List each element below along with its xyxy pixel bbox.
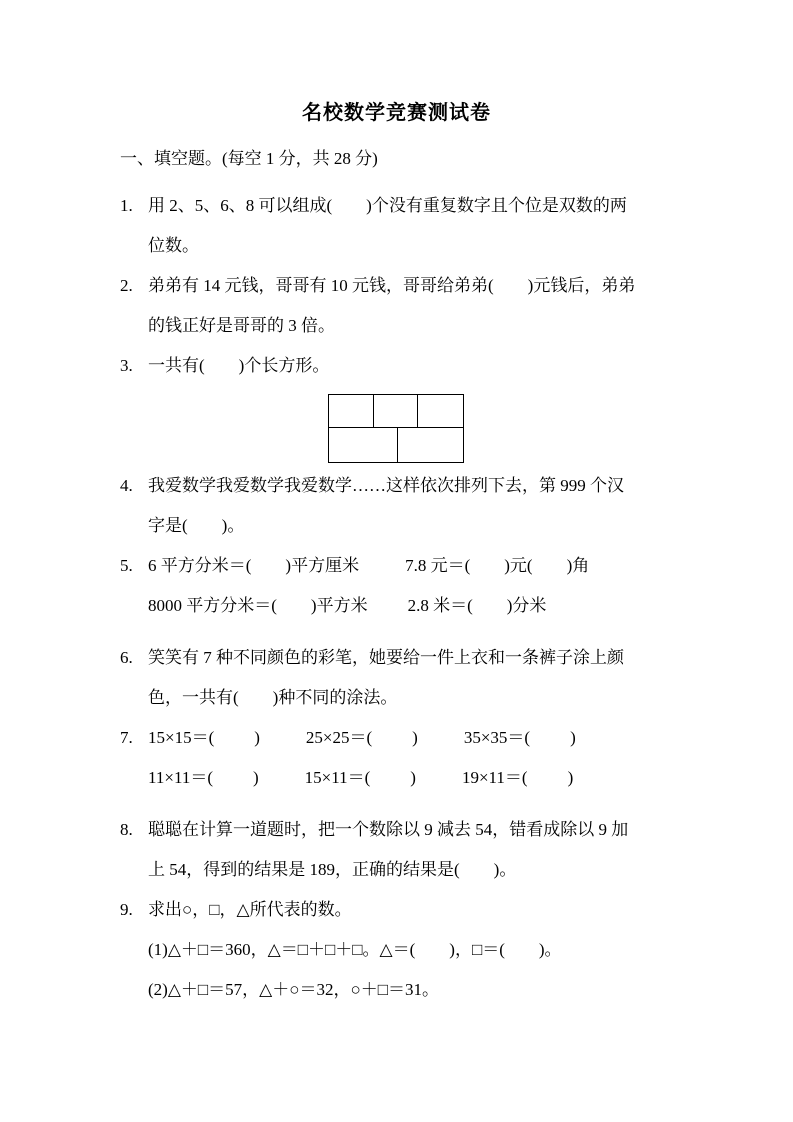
question-5-conv-2-text-b: )元( — [504, 556, 533, 575]
question-6-line-2 — [120, 678, 680, 718]
question-7-expr-4-text-b: ) — [253, 768, 259, 787]
question-1 — [120, 186, 680, 266]
question-6-text-a: 笑笑有 7 种不同颜色的彩笔，她要给一件上衣和一条裤子涂上颜 — [148, 648, 624, 667]
question-9-number: 9. — [120, 900, 133, 919]
question-5-conv-1-text-b: )平方厘米 — [285, 556, 360, 575]
question-7-expr-6-text-a: 19×11＝( — [461, 768, 528, 787]
question-6-text-c: )种不同的涂法。 — [272, 688, 398, 707]
question-9-sub-item-2 — [120, 970, 680, 1010]
question-7 — [120, 718, 680, 798]
question-8-number: 8. — [120, 820, 133, 839]
section-heading-fill-in-blanks: 一、填空题。(每空 1 分，共 28 分) — [120, 149, 378, 168]
question-5-conv-2-text-a: 7.8 元＝( — [405, 556, 471, 575]
question-4-line-2 — [120, 506, 680, 546]
question-7-expr-5-text-a: 15×11＝( — [304, 768, 371, 787]
question-7-expr-2-text-a: 25×25＝( — [305, 728, 373, 747]
question-2-line-1 — [120, 266, 680, 306]
question-8 — [120, 810, 680, 890]
question-6-number: 6. — [120, 648, 133, 667]
question-4-text-b: 字是( — [148, 516, 188, 535]
question-5-line-2 — [120, 586, 680, 626]
question-9-sub-1-text-a: (1)△＋□＝360，△＝□＋□＋□。△＝( — [148, 940, 416, 959]
page-title: 名校数学竞赛测试卷 — [302, 102, 491, 124]
question-6 — [120, 638, 680, 718]
question-9-line-1 — [120, 890, 680, 930]
question-3 — [120, 346, 680, 386]
question-7-expr-4-text-a: 11×11＝( — [148, 768, 213, 787]
question-8-text-b: 上 54，得到的结果是 189，正确的结果是( — [148, 860, 460, 879]
question-2-line-2 — [120, 306, 680, 346]
question-5-conv-2-text-c: )角 — [566, 556, 590, 575]
question-3-text-b: )个长方形。 — [238, 356, 330, 375]
question-1-line-1 — [120, 186, 680, 226]
question-3-line-1 — [120, 346, 680, 386]
question-4-number: 4. — [120, 476, 133, 495]
question-2 — [120, 266, 680, 346]
question-9 — [120, 890, 680, 1010]
question-4-text-c: )。 — [221, 516, 245, 535]
rectangle-grid-figure — [328, 394, 464, 463]
question-8-text-a: 聪聪在计算一道题时，把一个数除以 9 减去 54，错看成除以 9 加 — [148, 820, 629, 839]
question-8-line-2 — [120, 850, 680, 890]
question-9-sub-2-text: (2)△＋□＝57，△＋○＝32，○＋□＝31。 — [148, 980, 440, 999]
figure-bottom-divider-1 — [397, 427, 398, 463]
question-5-conv-4-text-b: )分米 — [506, 596, 547, 615]
question-6-text-b: 色，一共有( — [148, 688, 239, 707]
figure-top-divider-2 — [417, 394, 418, 428]
question-9-sub-1-text-c: )。 — [538, 940, 562, 959]
question-5-number: 5. — [120, 556, 133, 575]
question-7-expr-3-text-a: 35×35＝( — [463, 728, 531, 747]
question-2-text-c: 的钱正好是哥哥的 3 倍。 — [148, 316, 335, 335]
question-7-expr-1-text-a: 15×15＝( — [148, 728, 215, 747]
figure-outer-border — [328, 394, 464, 463]
question-4-line-1 — [120, 466, 680, 506]
question-5-conv-1-text-a: 6 平方分米＝( — [148, 556, 252, 575]
question-3-number: 3. — [120, 356, 133, 375]
question-1-text-a: 用 2、5、6、8 可以组成( — [148, 196, 333, 215]
question-5-conv-3-text-b: )平方米 — [310, 596, 368, 615]
question-4-text-a: 我爱数学我爱数学我爱数学……这样依次排列下去，第 999 个汉 — [148, 476, 624, 495]
question-2-number: 2. — [120, 276, 133, 295]
question-7-expr-1-text-b: ) — [254, 728, 260, 747]
question-9-sub-item-1 — [120, 930, 680, 970]
question-7-expr-2-text-b: ) — [412, 728, 418, 747]
question-7-expr-3-text-b: ) — [570, 728, 576, 747]
question-7-number: 7. — [120, 728, 133, 747]
question-4 — [120, 466, 680, 546]
question-7-expr-5-text-b: ) — [410, 768, 416, 787]
question-5-line-1 — [120, 546, 680, 586]
question-1-text-c: 位数。 — [148, 236, 199, 255]
question-6-line-1 — [120, 638, 680, 678]
question-9-sub-1-text-b: )，□＝( — [449, 940, 505, 959]
question-2-text-a: 弟弟有 14 元钱，哥哥有 10 元钱，哥哥给弟弟( — [148, 276, 494, 295]
question-5 — [120, 546, 680, 626]
question-1-number: 1. — [120, 196, 133, 215]
question-1-line-2 — [120, 226, 680, 266]
question-7-line-2 — [120, 758, 680, 798]
question-3-text-a: 一共有( — [148, 356, 205, 375]
question-9-text-a: 求出○，□，△所代表的数。 — [148, 900, 352, 919]
question-5-conv-3-text-a: 8000 平方分米＝( — [148, 596, 277, 615]
question-7-line-1 — [120, 718, 680, 758]
question-1-text-b: )个没有重复数字且个位是双数的两 — [366, 196, 627, 215]
question-8-text-c: )。 — [493, 860, 517, 879]
figure-top-divider-1 — [373, 394, 374, 428]
question-7-expr-6-text-b: ) — [567, 768, 574, 787]
question-8-line-1 — [120, 810, 680, 850]
question-5-conv-4-text-a: 2.8 米＝( — [407, 596, 473, 615]
question-2-text-b: )元钱后，弟弟 — [527, 276, 636, 295]
figure-horizontal-divider — [328, 427, 464, 428]
